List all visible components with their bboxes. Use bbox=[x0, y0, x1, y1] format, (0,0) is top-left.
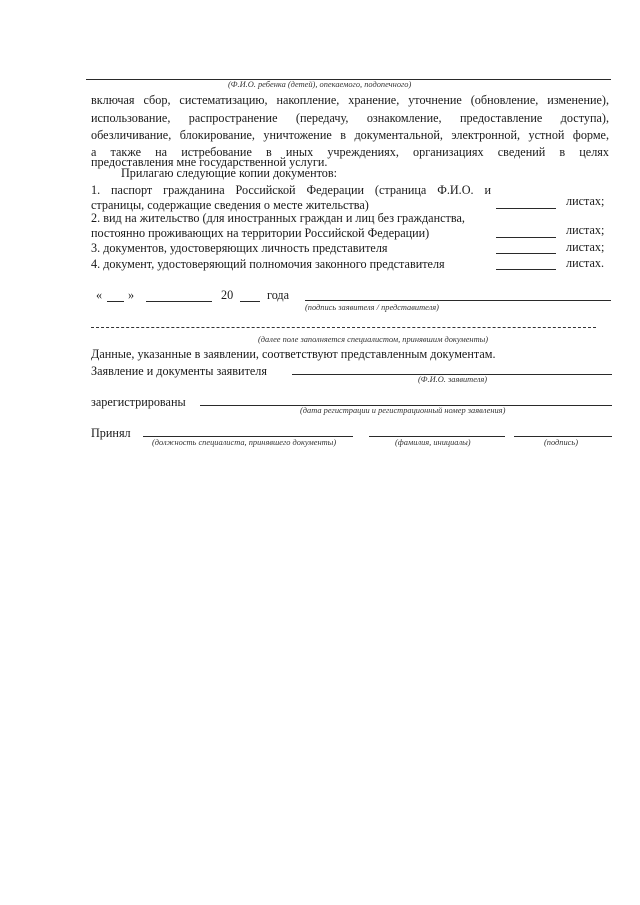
item-2-sheets-label: листах; bbox=[566, 223, 605, 237]
item-4-sheets-field[interactable] bbox=[496, 269, 556, 270]
specialist-caption: (далее поле заполняется специалистом, принявшим документы) bbox=[258, 335, 489, 344]
date-year-prefix: 20 bbox=[221, 288, 234, 302]
item-2-sheets-field[interactable] bbox=[496, 237, 556, 238]
item-3-sheets-label: листах; bbox=[566, 240, 605, 254]
date-day-field[interactable] bbox=[107, 301, 124, 302]
position-caption: (должность специалиста, принявшего документы) bbox=[152, 438, 337, 447]
name-initials-caption: (фамилия, инициалы) bbox=[395, 438, 471, 447]
applicant-signature-caption: (подпись заявителя / представителя) bbox=[305, 303, 439, 312]
attachment-item-2-line-2: постоянно проживающих на территории Российской Федерации) bbox=[91, 226, 430, 240]
attachment-item-3: 3. документов, удостоверяющих личность представителя bbox=[91, 241, 388, 255]
item-3-sheets-field[interactable] bbox=[496, 253, 556, 254]
consent-line-3: обезличивание, блокирование, уничтожение в документальной, электронной, устной форме, bbox=[91, 128, 609, 142]
consent-line-2: использование, распространение (передачу, ознакомление, предоставление доступа), bbox=[91, 111, 609, 125]
attachment-item-1-line-2: страницы, содержащие сведения о месте жительства) bbox=[91, 198, 369, 212]
attachment-item-1-line-1: 1. паспорт гражданина Российской Федерации (страница Ф.И.О. и bbox=[91, 183, 491, 197]
specialist-separator bbox=[91, 327, 596, 328]
accepted-label: Принял bbox=[91, 426, 131, 440]
item-1-sheets-field[interactable] bbox=[496, 208, 556, 209]
item-1-sheets-label: листах; bbox=[566, 194, 605, 208]
applicant-signature-field[interactable] bbox=[305, 300, 611, 301]
date-open-quote: « bbox=[96, 288, 103, 302]
date-year-suffix: года bbox=[267, 288, 290, 302]
consent-line-5: предоставления мне государственной услуги. bbox=[91, 155, 328, 169]
consent-line-1: включая сбор, систематизацию, накопление, хранение, уточнение (обновление, изменение), bbox=[91, 93, 609, 107]
signature-field[interactable] bbox=[514, 436, 612, 437]
signature-caption: (подпись) bbox=[544, 438, 578, 447]
attachment-item-2-line-1: 2. вид на жительство (для иностранных граждан и лиц без гражданства, bbox=[91, 211, 465, 225]
date-year-field[interactable] bbox=[240, 301, 260, 302]
registered-label: зарегистрированы bbox=[91, 395, 186, 409]
attachments-intro: Прилагаю следующие копии документов: bbox=[121, 166, 337, 180]
attachment-item-4: 4. документ, удостоверяющий полномочия законного представителя bbox=[91, 257, 445, 271]
name-initials-field[interactable] bbox=[369, 436, 505, 437]
applicant-name-caption: (Ф.И.О. заявителя) bbox=[418, 375, 488, 384]
registration-caption: (дата регистрации и регистрационный номер заявления) bbox=[300, 406, 506, 415]
applicant-docs-label: Заявление и документы заявителя bbox=[91, 364, 267, 378]
specialist-statement: Данные, указанные в заявлении, соответствуют представленным документам. bbox=[91, 347, 496, 361]
position-field[interactable] bbox=[143, 436, 353, 437]
date-month-field[interactable] bbox=[146, 301, 212, 302]
item-4-sheets-label: листах. bbox=[566, 256, 605, 270]
child-name-caption: (Ф.И.О. ребенка (детей), опекаемого, подопечного) bbox=[228, 80, 412, 89]
date-close-quote: » bbox=[128, 288, 135, 302]
consent-line-4: а также на истребование в иных учреждениях, организациях сведений в целях bbox=[91, 145, 609, 159]
